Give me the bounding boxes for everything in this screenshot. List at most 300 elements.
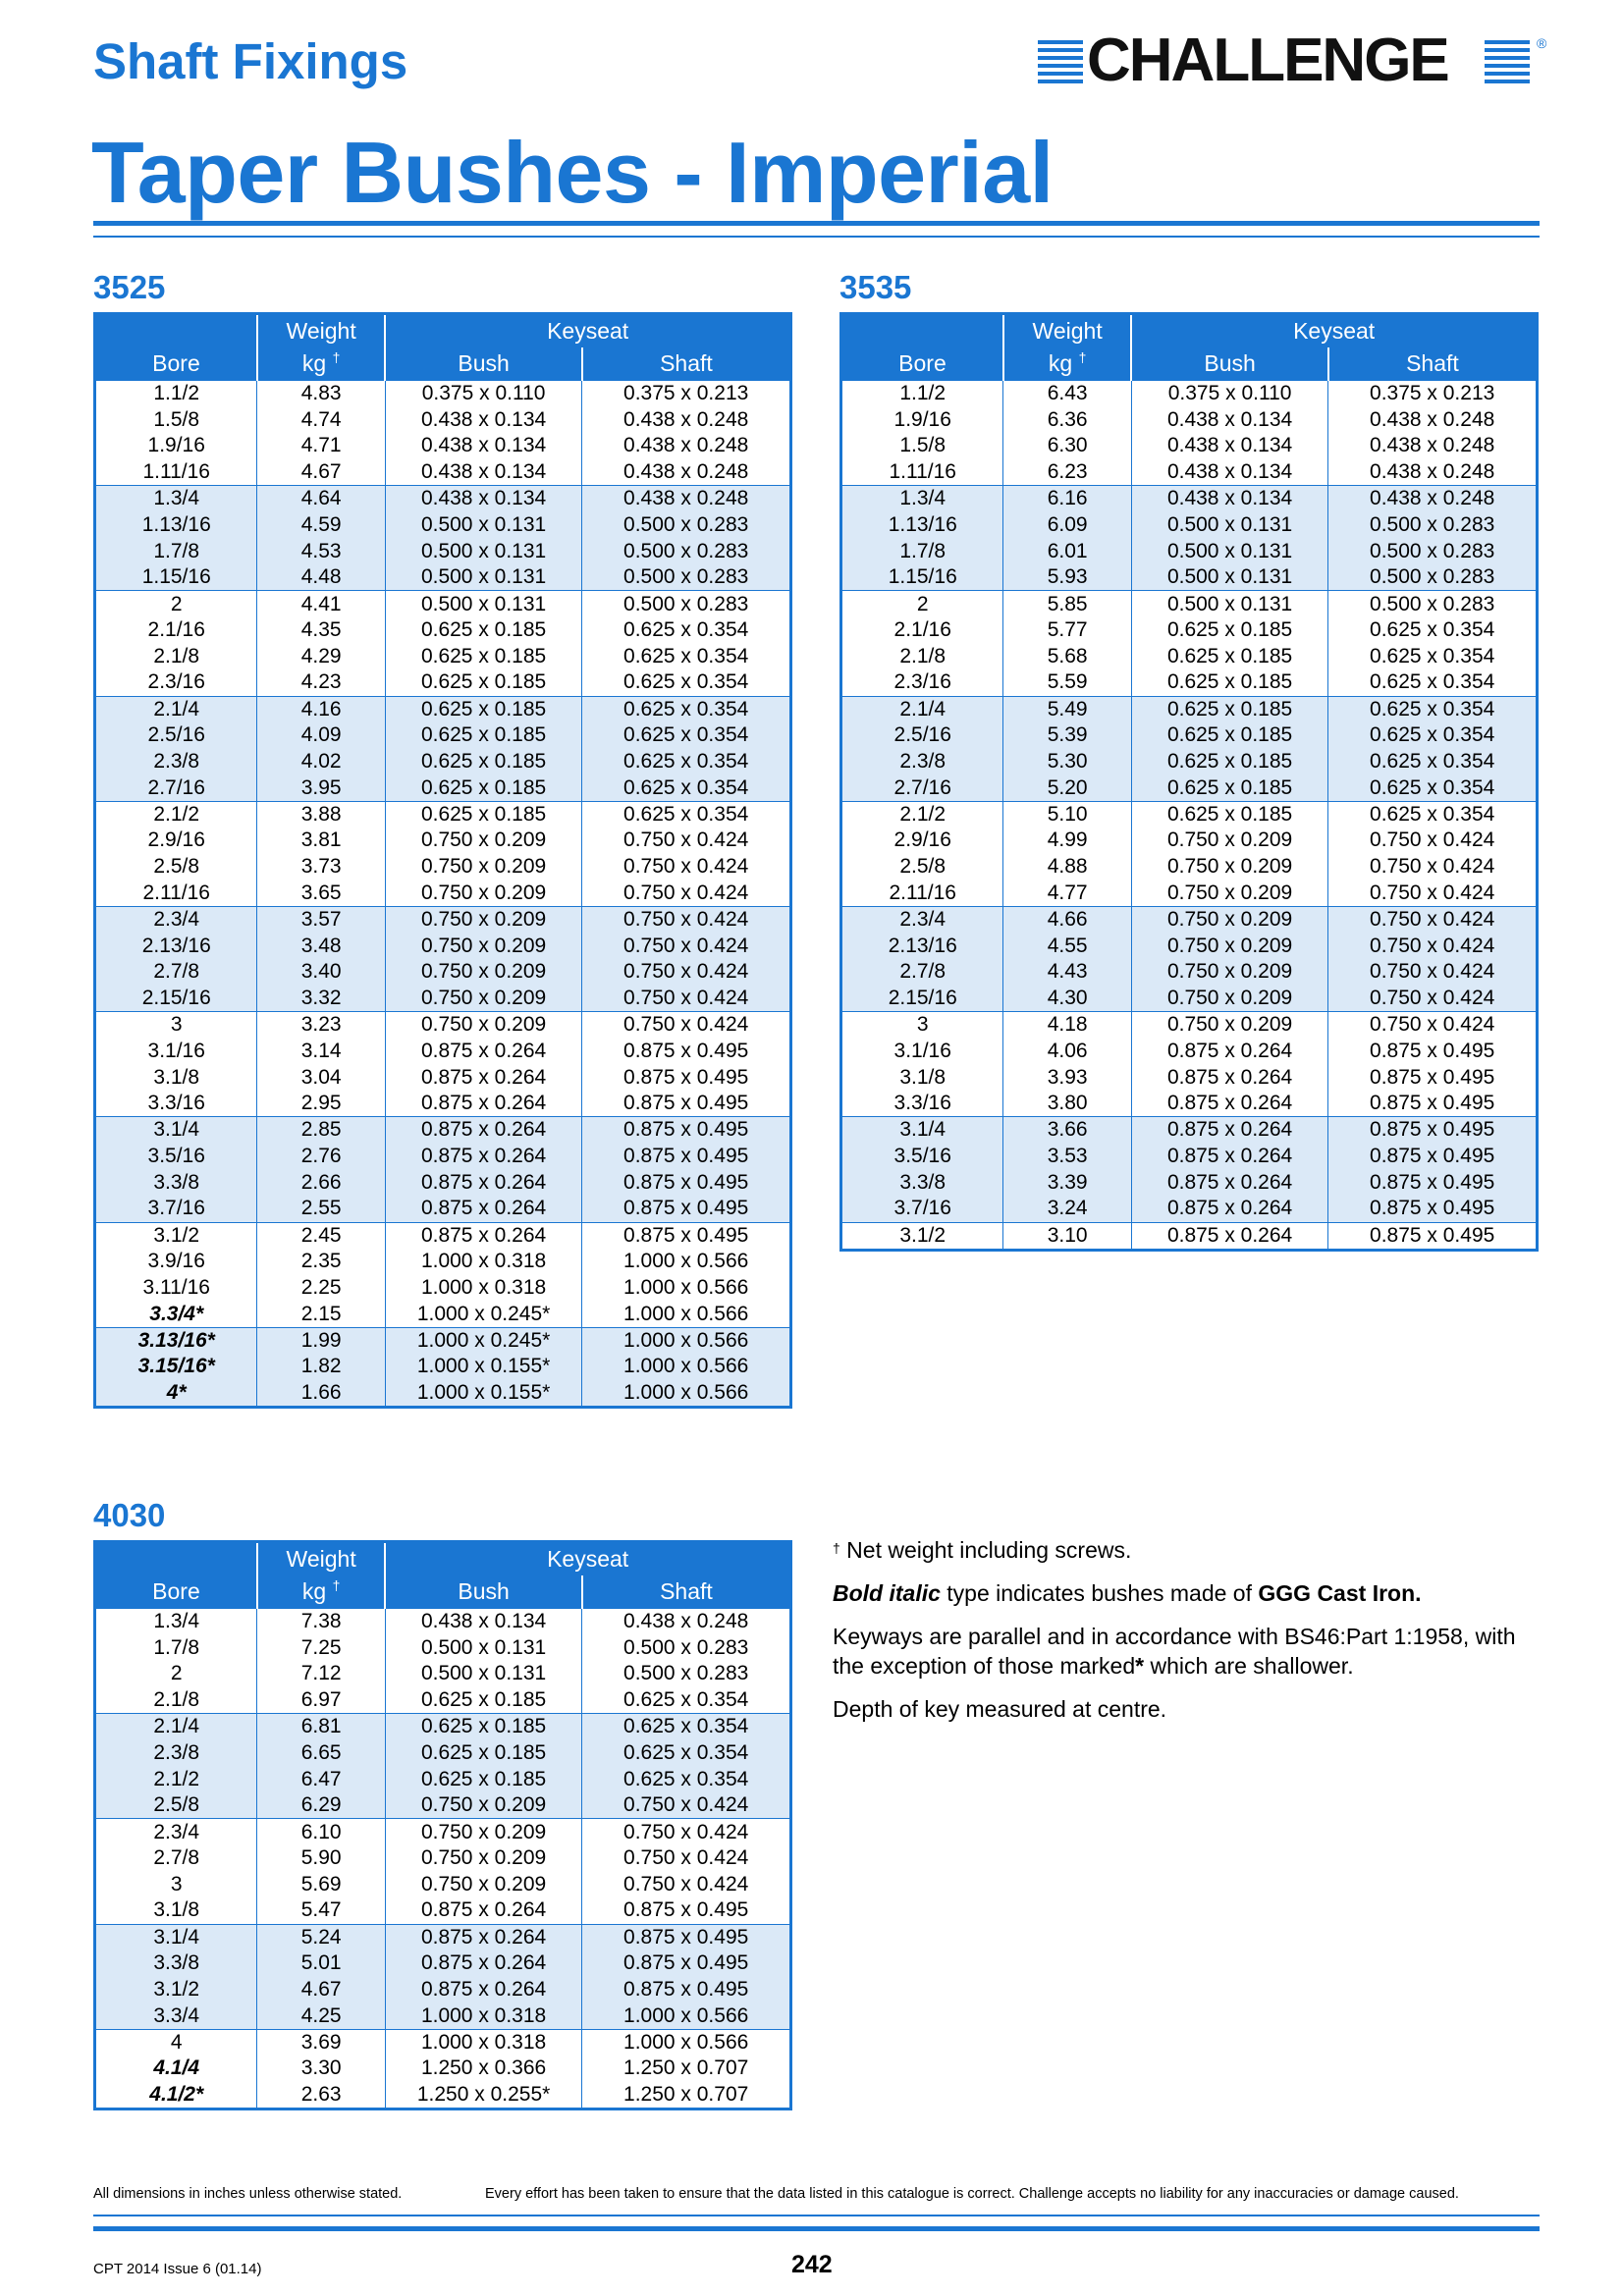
shaft-cell: 0.875 x 0.495 <box>582 1117 791 1144</box>
bush-cell: 0.500 x 0.131 <box>1131 538 1328 564</box>
table-row <box>95 591 791 617</box>
table-row <box>841 1222 1538 1250</box>
weight-cell: 7.12 <box>257 1661 385 1687</box>
weight-cell: 4.83 <box>257 381 385 407</box>
weight-cell: 3.32 <box>257 986 385 1012</box>
weight-cell: 4.77 <box>1003 881 1131 907</box>
table-row <box>95 906 791 933</box>
table-row <box>841 828 1538 854</box>
bush-cell: 1.000 x 0.245* <box>385 1301 582 1327</box>
weight-cell: 6.09 <box>1003 511 1131 538</box>
table-row <box>95 2029 791 2056</box>
bush-cell: 0.750 x 0.209 <box>385 828 582 854</box>
bore-cell: 1.15/16 <box>95 564 257 591</box>
shaft-cell: 0.875 x 0.495 <box>1328 1064 1538 1091</box>
table-row <box>95 1924 791 1950</box>
table-row <box>95 1871 791 1897</box>
shaft-cell: 0.875 x 0.495 <box>1328 1144 1538 1170</box>
bore-cell: 1.13/16 <box>841 511 1003 538</box>
shaft-cell: 1.000 x 0.566 <box>582 1380 791 1408</box>
bush-cell: 0.750 x 0.209 <box>1131 933 1328 959</box>
bush-cell: 0.875 x 0.264 <box>1131 1091 1328 1117</box>
shaft-cell: 0.625 x 0.354 <box>582 643 791 669</box>
bush-cell: 0.875 x 0.264 <box>1131 1196 1328 1222</box>
bush-cell: 1.250 x 0.255* <box>385 2082 582 2109</box>
bush-cell: 0.625 x 0.185 <box>385 1687 582 1714</box>
bore-cell: 3.7/16 <box>841 1196 1003 1222</box>
bush-cell: 0.625 x 0.185 <box>385 722 582 749</box>
weight-cell: 4.23 <box>257 669 385 696</box>
table-row <box>95 564 791 591</box>
bore-cell: 1.11/16 <box>889 460 956 484</box>
shaft-cell: 0.625 x 0.354 <box>1328 801 1538 828</box>
table-row <box>95 774 791 801</box>
shaft-cell: 0.875 x 0.495 <box>582 1222 791 1249</box>
weight-cell: 2.55 <box>257 1196 385 1222</box>
shaft-cell: 0.875 x 0.495 <box>582 1924 791 1950</box>
header-row <box>841 347 1538 381</box>
weight-cell: 5.69 <box>257 1871 385 1897</box>
shaft-cell: 0.375 x 0.213 <box>1328 381 1538 407</box>
header-weight: Weight <box>257 314 385 347</box>
table-row <box>95 1091 791 1117</box>
bore-cell: 2 <box>95 591 257 617</box>
shaft-cell: 0.438 x 0.248 <box>1328 486 1538 512</box>
bore-cell: 3 <box>95 1012 257 1039</box>
shaft-cell: 0.750 x 0.424 <box>582 1819 791 1845</box>
weight-cell: 4.16 <box>257 696 385 722</box>
section-title: Shaft Fixings <box>93 33 408 89</box>
table-row <box>95 1012 791 1039</box>
table-row <box>841 1012 1538 1039</box>
bush-cell: 0.875 x 0.264 <box>1131 1064 1328 1091</box>
shaft-cell: 0.750 x 0.424 <box>1328 986 1538 1012</box>
table-row <box>95 1845 791 1872</box>
bush-cell: 0.438 x 0.134 <box>1131 433 1328 459</box>
table-label-3525: 3525 <box>93 269 166 305</box>
table-row <box>95 1792 791 1819</box>
table-label-3535: 3535 <box>839 269 912 305</box>
weight-cell: 3.57 <box>257 906 385 933</box>
shaft-cell: 0.875 x 0.495 <box>582 1144 791 1170</box>
dagger-mark: † <box>332 1577 341 1593</box>
weight-cell: 5.59 <box>1003 669 1131 696</box>
shaft-cell: 0.500 x 0.283 <box>582 1661 791 1687</box>
shaft-cell: 0.438 x 0.248 <box>582 406 791 433</box>
shaft-cell: 0.750 x 0.424 <box>1328 881 1538 907</box>
bush-cell: 0.500 x 0.131 <box>1131 591 1328 617</box>
header-shaft: Shaft <box>1328 347 1538 381</box>
bore-cell: 3 <box>841 1012 1003 1039</box>
bore-cell: 2.3/16 <box>893 670 951 694</box>
bore-cell: 2.1/2 <box>95 1766 257 1792</box>
table-row <box>841 486 1538 512</box>
bush-cell: 0.750 x 0.209 <box>385 986 582 1012</box>
table-row <box>841 511 1538 538</box>
bush-cell: 0.500 x 0.131 <box>1131 511 1328 538</box>
weight-cell: 3.39 <box>1003 1169 1131 1196</box>
bore-cell: 1.7/8 <box>841 538 1003 564</box>
shaft-cell: 1.000 x 0.566 <box>582 1249 791 1275</box>
header-row <box>95 1575 791 1609</box>
bush-cell: 0.625 x 0.185 <box>1131 722 1328 749</box>
weight-cell: 2.45 <box>257 1222 385 1249</box>
bush-cell: 0.750 x 0.209 <box>385 959 582 986</box>
weight-cell: 2.85 <box>257 1117 385 1144</box>
bore-cell: 2.5/8 <box>153 855 200 879</box>
bore-cell: 3.1/8 <box>153 1065 200 1089</box>
shaft-cell: 0.875 x 0.495 <box>1328 1091 1538 1117</box>
bush-cell: 0.750 x 0.209 <box>385 1871 582 1897</box>
bore-cell: 2.11/16 <box>142 881 210 904</box>
bore-cell: 3.1/8 <box>899 1065 947 1089</box>
shaft-cell: 0.500 x 0.283 <box>582 564 791 591</box>
table-row <box>95 1609 791 1635</box>
bore-cell: 1.15/16 <box>841 564 1003 591</box>
weight-cell: 6.01 <box>1003 538 1131 564</box>
bush-cell: 1.000 x 0.318 <box>385 1249 582 1275</box>
weight-cell: 5.90 <box>257 1845 385 1872</box>
page-title: Taper Bushes - Imperial <box>91 124 1054 221</box>
bore-cell: 4 <box>95 2029 257 2056</box>
bore-cell: 2.15/16 <box>841 986 1003 1012</box>
table-row <box>95 2056 791 2082</box>
bush-cell: 0.625 x 0.185 <box>385 1766 582 1792</box>
header-kg: kg † <box>257 1575 385 1609</box>
table-row <box>841 1196 1538 1222</box>
weight-cell: 6.30 <box>1003 433 1131 459</box>
header-bore: Bore <box>95 1575 257 1609</box>
bush-cell: 0.625 x 0.185 <box>385 1739 582 1766</box>
bore-cell: 2.3/4 <box>95 1819 257 1845</box>
header-bush: Bush <box>385 1575 582 1609</box>
header-weight: Weight <box>257 1542 385 1575</box>
weight-cell: 7.38 <box>257 1609 385 1635</box>
taper-bush-table-3525 <box>93 312 792 1409</box>
bore-cell: 3.1/2 <box>95 1977 257 2003</box>
shaft-cell: 0.500 x 0.283 <box>582 1634 791 1661</box>
bore-cell: 1.9/16 <box>893 407 951 431</box>
weight-cell: 5.47 <box>257 1897 385 1924</box>
bore-cell: 2.1/2 <box>95 801 257 828</box>
weight-cell: 4.29 <box>257 643 385 669</box>
shaft-cell: 0.625 x 0.354 <box>582 722 791 749</box>
note-net-weight: † Net weight including screws. <box>833 1537 1132 1563</box>
bush-cell: 0.625 x 0.185 <box>1131 669 1328 696</box>
table-row <box>95 459 791 486</box>
footer-dimensions: All dimensions in inches unless otherwise stated. <box>93 2186 403 2202</box>
table-row <box>95 669 791 696</box>
weight-cell: 4.71 <box>257 433 385 459</box>
notes <box>833 1535 1549 1737</box>
bore-cell: 4.1/4 <box>153 2056 200 2080</box>
bush-cell: 0.875 x 0.264 <box>1131 1169 1328 1196</box>
bore-cell: 4* <box>95 1380 257 1408</box>
bush-cell: 0.750 x 0.209 <box>1131 906 1328 933</box>
weight-cell: 3.40 <box>257 959 385 986</box>
table-row <box>95 1354 791 1380</box>
shaft-cell: 0.438 x 0.248 <box>582 486 791 512</box>
shaft-cell: 0.625 x 0.354 <box>582 617 791 644</box>
bore-cell: 3.1/2 <box>841 1222 1003 1250</box>
bush-cell: 0.875 x 0.264 <box>385 1038 582 1064</box>
bush-cell: 0.875 x 0.264 <box>1131 1144 1328 1170</box>
shaft-cell: 0.438 x 0.248 <box>1328 433 1538 459</box>
bush-cell: 0.625 x 0.185 <box>1131 643 1328 669</box>
bush-cell: 0.625 x 0.185 <box>385 801 582 828</box>
shaft-cell: 1.250 x 0.707 <box>582 2056 791 2082</box>
weight-cell: 6.97 <box>257 1687 385 1714</box>
weight-cell: 4.09 <box>257 722 385 749</box>
shaft-cell: 0.875 x 0.495 <box>1328 1222 1538 1250</box>
table-row <box>95 1977 791 2003</box>
weight-cell: 6.65 <box>257 1739 385 1766</box>
weight-cell: 4.06 <box>1003 1038 1131 1064</box>
bush-cell: 1.000 x 0.318 <box>385 1275 582 1302</box>
shaft-cell: 0.438 x 0.248 <box>1328 406 1538 433</box>
header-weight: Weight <box>1003 314 1131 347</box>
bush-cell: 0.750 x 0.209 <box>1131 854 1328 881</box>
weight-cell: 3.48 <box>257 933 385 959</box>
bush-cell: 0.750 x 0.209 <box>1131 986 1328 1012</box>
bore-cell: 2.9/16 <box>147 828 205 852</box>
shaft-cell: 0.500 x 0.283 <box>1328 511 1538 538</box>
bore-cell: 3.3/8 <box>95 1169 257 1196</box>
header-row <box>95 314 791 347</box>
taper-bush-table-4030 <box>93 1540 792 2110</box>
weight-cell: 3.23 <box>257 1012 385 1039</box>
shaft-cell: 0.625 x 0.354 <box>1328 696 1538 722</box>
header-rule <box>93 236 1540 238</box>
footer-issue: CPT 2014 Issue 6 (01.14) <box>93 2261 262 2277</box>
bush-cell: 0.750 x 0.209 <box>1131 959 1328 986</box>
bush-cell: 0.875 x 0.264 <box>1131 1117 1328 1144</box>
table-row <box>841 1064 1538 1091</box>
bush-cell: 0.625 x 0.185 <box>385 696 582 722</box>
weight-cell: 3.30 <box>257 2056 385 2082</box>
table-row <box>95 1144 791 1170</box>
bush-cell: 0.438 x 0.134 <box>385 406 582 433</box>
weight-cell: 5.49 <box>1003 696 1131 722</box>
weight-cell: 3.93 <box>1003 1064 1131 1091</box>
shaft-cell: 0.500 x 0.283 <box>1328 538 1538 564</box>
shaft-cell: 0.875 x 0.495 <box>582 1064 791 1091</box>
table-row <box>95 1222 791 1249</box>
shaft-cell: 1.000 x 0.566 <box>582 1301 791 1327</box>
shaft-cell: 1.250 x 0.707 <box>582 2082 791 2109</box>
bore-cell: 2.5/8 <box>899 855 947 879</box>
shaft-cell: 0.625 x 0.354 <box>1328 722 1538 749</box>
bore-cell: 3.3/8 <box>841 1169 1003 1196</box>
header-keyseat: Keyseat <box>385 314 790 347</box>
bore-cell: 2 <box>170 1662 183 1685</box>
shaft-cell: 0.750 x 0.424 <box>1328 854 1538 881</box>
bore-cell: 3.1/16 <box>893 1039 951 1062</box>
bush-cell: 0.875 x 0.264 <box>385 1977 582 2003</box>
bush-cell: 0.875 x 0.264 <box>385 1169 582 1196</box>
taper-bush-table-3535 <box>839 312 1539 1252</box>
bore-cell: 3.1/8 <box>153 1898 200 1922</box>
bush-cell: 0.750 x 0.209 <box>385 1845 582 1872</box>
bore-cell: 2.5/8 <box>95 1792 257 1819</box>
weight-cell: 5.24 <box>257 1924 385 1950</box>
bush-cell: 0.875 x 0.264 <box>385 1950 582 1977</box>
bore-cell: 2.1/2 <box>841 801 1003 828</box>
header-shaft: Shaft <box>582 1575 791 1609</box>
weight-cell: 4.53 <box>257 538 385 564</box>
bore-cell: 2.3/4 <box>841 906 1003 933</box>
weight-cell: 4.99 <box>1003 828 1131 854</box>
shaft-cell: 1.000 x 0.566 <box>582 1354 791 1380</box>
weight-cell: 6.81 <box>257 1714 385 1740</box>
table-row <box>95 959 791 986</box>
table-row <box>841 433 1538 459</box>
bore-cell: 3.15/16* <box>95 1354 257 1380</box>
bush-cell: 0.875 x 0.264 <box>385 1222 582 1249</box>
bore-cell: 1.5/8 <box>899 434 947 457</box>
weight-cell: 3.80 <box>1003 1091 1131 1117</box>
table-row <box>95 1819 791 1845</box>
bush-cell: 0.625 x 0.185 <box>385 1714 582 1740</box>
table-row <box>95 1950 791 1977</box>
header-kg: kg † <box>1003 347 1131 381</box>
bush-cell: 0.875 x 0.264 <box>1131 1222 1328 1250</box>
bore-cell: 3 <box>170 1872 183 1896</box>
bush-cell: 0.500 x 0.131 <box>385 591 582 617</box>
weight-cell: 3.53 <box>1003 1144 1131 1170</box>
bush-cell: 0.875 x 0.264 <box>385 1924 582 1950</box>
table-row <box>841 1038 1538 1064</box>
table-row <box>95 881 791 907</box>
weight-cell: 4.67 <box>257 1977 385 2003</box>
shaft-cell: 0.500 x 0.283 <box>1328 591 1538 617</box>
table-row <box>841 722 1538 749</box>
bush-cell: 0.750 x 0.209 <box>385 933 582 959</box>
bore-cell: 2.9/16 <box>893 828 951 852</box>
footer-disclaimer: Every effort has been taken to ensure that the data listed in this catalogue is correct. Challenge accepts no liability for any inaccuracies or damage caused. <box>485 2186 1459 2202</box>
weight-cell: 2.76 <box>257 1144 385 1170</box>
bore-cell: 2.3/8 <box>95 1739 257 1766</box>
table-row <box>95 854 791 881</box>
weight-cell: 4.02 <box>257 749 385 775</box>
bush-cell: 0.500 x 0.131 <box>385 1634 582 1661</box>
table-row <box>95 2002 791 2029</box>
bush-cell: 0.875 x 0.264 <box>385 1091 582 1117</box>
table-row <box>95 1196 791 1222</box>
bush-cell: 0.500 x 0.131 <box>385 538 582 564</box>
bore-cell: 2.1/16 <box>893 618 951 642</box>
weight-cell: 2.25 <box>257 1275 385 1302</box>
table-row <box>841 986 1538 1012</box>
bore-cell: 1.9/16 <box>147 434 205 457</box>
table-row <box>841 1117 1538 1144</box>
shaft-cell: 0.625 x 0.354 <box>582 669 791 696</box>
header-blank <box>841 314 1003 347</box>
shaft-cell: 0.750 x 0.424 <box>582 881 791 907</box>
weight-cell: 5.20 <box>1003 774 1131 801</box>
bush-cell: 0.750 x 0.209 <box>385 881 582 907</box>
bush-cell: 0.625 x 0.185 <box>1131 617 1328 644</box>
table-row <box>841 564 1538 591</box>
weight-cell: 3.73 <box>257 854 385 881</box>
shaft-cell: 0.625 x 0.354 <box>1328 669 1538 696</box>
weight-cell: 5.68 <box>1003 643 1131 669</box>
table-row <box>95 933 791 959</box>
bush-cell: 0.438 x 0.134 <box>1131 406 1328 433</box>
weight-cell: 4.59 <box>257 511 385 538</box>
table-row <box>95 617 791 644</box>
shaft-cell: 0.500 x 0.283 <box>582 511 791 538</box>
table-row <box>95 1714 791 1740</box>
table-row <box>841 801 1538 828</box>
bush-cell: 0.438 x 0.134 <box>1131 486 1328 512</box>
table-row <box>95 1275 791 1302</box>
bore-cell: 2.13/16 <box>95 933 257 959</box>
weight-cell: 3.88 <box>257 801 385 828</box>
bush-cell: 0.750 x 0.209 <box>385 1012 582 1039</box>
table-row <box>95 1739 791 1766</box>
bush-cell: 0.625 x 0.185 <box>1131 749 1328 775</box>
weight-cell: 5.85 <box>1003 591 1131 617</box>
shaft-cell: 0.875 x 0.495 <box>582 1038 791 1064</box>
bush-cell: 0.750 x 0.209 <box>1131 828 1328 854</box>
weight-cell: 1.82 <box>257 1354 385 1380</box>
table-row <box>95 1897 791 1924</box>
shaft-cell: 1.000 x 0.566 <box>582 2029 791 2056</box>
weight-cell: 3.14 <box>257 1038 385 1064</box>
bush-cell: 0.875 x 0.264 <box>1131 1038 1328 1064</box>
note-keyways: Keyways are parallel and in accordance with BS46:Part 1:1958, with the exception of those marked* which are shallower. <box>833 1624 1516 1679</box>
logo-stripes-icon <box>1485 40 1530 83</box>
shaft-cell: 0.750 x 0.424 <box>1328 959 1538 986</box>
bore-cell: 3.13/16* <box>95 1327 257 1354</box>
weight-cell: 4.30 <box>1003 986 1131 1012</box>
table-row <box>841 381 1538 407</box>
weight-cell: 1.99 <box>257 1327 385 1354</box>
shaft-cell: 0.750 x 0.424 <box>582 933 791 959</box>
table-label-4030: 4030 <box>93 1497 166 1533</box>
table-row <box>95 1661 791 1687</box>
table-row <box>95 1117 791 1144</box>
bore-cell: 2.3/8 <box>95 749 257 775</box>
table-row <box>95 801 791 828</box>
bush-cell: 0.750 x 0.209 <box>385 1819 582 1845</box>
shaft-cell: 0.875 x 0.495 <box>582 1977 791 2003</box>
dagger-mark: † <box>332 349 341 365</box>
shaft-cell: 0.438 x 0.248 <box>582 1609 791 1635</box>
bush-cell: 0.875 x 0.264 <box>385 1064 582 1091</box>
bore-cell: 1.5/8 <box>153 407 200 431</box>
note-depth: Depth of key measured at centre. <box>833 1696 1167 1722</box>
bore-cell: 2.3/4 <box>95 906 257 933</box>
table-row <box>841 906 1538 933</box>
table-row <box>841 669 1538 696</box>
bore-cell: 2.5/16 <box>95 722 257 749</box>
header-keyseat: Keyseat <box>1131 314 1537 347</box>
bore-cell: 2.3/16 <box>147 670 205 694</box>
shaft-cell: 0.875 x 0.495 <box>1328 1169 1538 1196</box>
bush-cell: 0.500 x 0.131 <box>385 511 582 538</box>
bush-cell: 0.625 x 0.185 <box>1131 801 1328 828</box>
header-blank <box>95 1542 257 1575</box>
bore-cell: 3.1/4 <box>95 1117 257 1144</box>
weight-cell: 5.93 <box>1003 564 1131 591</box>
bore-cell: 3.3/16 <box>893 1092 951 1115</box>
shaft-cell: 0.750 x 0.424 <box>582 959 791 986</box>
table-row <box>95 749 791 775</box>
table-row <box>95 722 791 749</box>
table-row <box>95 406 791 433</box>
